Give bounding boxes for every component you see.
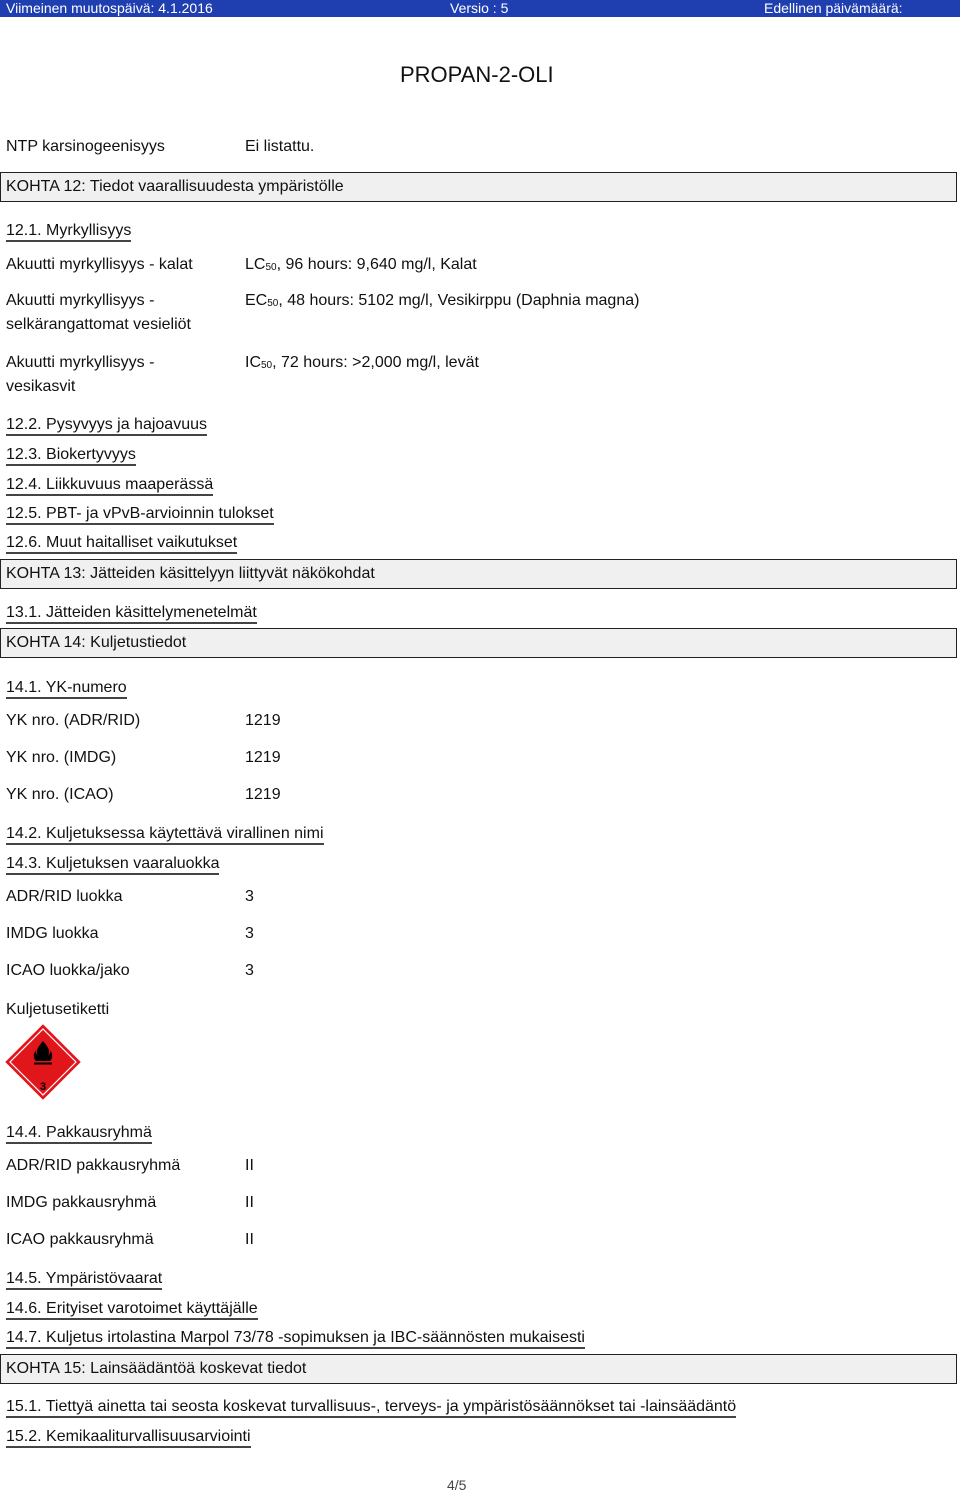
subsection-12-6: 12.6. Muut haitalliset vaikutukset — [6, 534, 237, 552]
class-row-label: ICAO luokka/jako — [6, 962, 130, 979]
pack-row-value: II — [245, 1231, 254, 1248]
document-title: PROPAN-2-OLI — [400, 62, 554, 87]
un-row-label: YK nro. (IMDG) — [6, 749, 117, 766]
subsection-12-2: 12.2. Pysyvyys ja hajoavuus — [6, 416, 207, 434]
pack-row-value: II — [245, 1157, 254, 1174]
tox-invert-label-1: Akuutti myrkyllisyys - — [6, 292, 155, 309]
subsection-12-5: 12.5. PBT- ja vPvB-arvioinnin tulokset — [6, 505, 274, 523]
tox-plant-value: $IC_{50}$, 72 hours: >2,000 mg/l, levät — [245, 354, 479, 371]
transport-label-title: Kuljetusetiketti — [6, 1001, 110, 1018]
un-row-label: YK nro. (ICAO) — [6, 786, 114, 803]
un-row-value: 1219 — [245, 749, 281, 766]
tox-fish-label: Akuutti myrkyllisyys - kalat — [6, 256, 193, 273]
section-13-header — [0, 559, 957, 589]
subsection-15-1: 15.1. Tiettyä ainetta tai seosta koskevat turvallisuus-, terveys- ja ympäristösäännökset tai -lainsäädäntö — [6, 1398, 736, 1416]
class-row-label: ADR/RID luokka — [6, 888, 123, 905]
pack-row-value: II — [245, 1194, 254, 1211]
section-14-header — [0, 628, 957, 658]
pack-row-label: IMDG pakkausryhmä — [6, 1194, 157, 1211]
subsection-14-5: 14.5. Ympäristövaarat — [6, 1270, 162, 1288]
subsection-15-2: 15.2. Kemikaaliturvallisuusarviointi — [6, 1428, 251, 1446]
section-13-title: KOHTA 13: Jätteiden käsittelyyn liittyvät näkökohdat — [6, 565, 375, 582]
hazard-class-number: 3 — [39, 1081, 47, 1093]
section-12-header — [0, 172, 957, 202]
version: Versio : 5 — [450, 0, 509, 16]
class-row-value: 3 — [245, 925, 254, 942]
last-modified-date: Viimeinen muutospäivä: 4.1.2016 — [6, 0, 213, 16]
pack-row-label: ICAO pakkausryhmä — [6, 1231, 154, 1248]
subsection-14-2: 14.2. Kuljetuksessa käytettävä virallinen nimi — [6, 825, 324, 843]
subsection-14-7: 14.7. Kuljetus irtolastina Marpol 73/78 -sopimuksen ja IBC-säännösten mukaisesti — [6, 1329, 585, 1347]
subsection-13-1: 13.1. Jätteiden käsittelymenetelmät — [6, 604, 257, 622]
tox-fish-value: $LC_{50}$, 96 hours: 9,640 mg/l, Kalat — [245, 256, 477, 273]
tox-invert-label-2: selkärangattomat vesieliöt — [6, 316, 191, 333]
document-header — [0, 0, 960, 33]
previous-date: Edellinen päivämäärä: 4.1.2016 — [764, 0, 903, 33]
subsection-12-4: 12.4. Liikkuvuus maaperässä — [6, 476, 213, 494]
class-row-value: 3 — [245, 888, 254, 905]
class-row-label: IMDG luokka — [6, 925, 99, 942]
un-row-value: 1219 — [245, 712, 281, 729]
ntp-value: Ei listattu. — [245, 138, 315, 155]
subsection-14-1: 14.1. YK-numero — [6, 679, 127, 697]
section-15-header — [0, 1354, 957, 1384]
subsection-12-3: 12.3. Biokertyvyys — [6, 446, 136, 464]
un-row-value: 1219 — [245, 786, 281, 803]
un-row-label: YK nro. (ADR/RID) — [6, 712, 141, 729]
subsection-14-6: 14.6. Erityiset varotoimet käyttäjälle — [6, 1300, 258, 1318]
subsection-12-1: 12.1. Myrkyllisyys — [6, 222, 131, 240]
flammable-liquid-diamond-icon — [5, 1024, 81, 1100]
section-14-title: KOHTA 14: Kuljetustiedot — [6, 634, 187, 651]
class-row-value: 3 — [245, 962, 254, 979]
tox-invert-value: $EC_{50}$, 48 hours: 5102 mg/l, Vesikirppu (Daphnia magna) — [245, 292, 640, 309]
pack-row-label: ADR/RID pakkausryhmä — [6, 1157, 181, 1174]
tox-plant-label-2: vesikasvit — [6, 378, 76, 395]
tox-plant-label-1: Akuutti myrkyllisyys - — [6, 354, 155, 371]
page-number: 4/5 — [447, 1477, 467, 1493]
section-15-title: KOHTA 15: Lainsäädäntöä koskevat tiedot — [6, 1360, 307, 1377]
ntp-label: NTP karsinogeenisyys — [6, 138, 165, 155]
subsection-14-3: 14.3. Kuljetuksen vaaraluokka — [6, 855, 219, 873]
subsection-14-4: 14.4. Pakkausryhmä — [6, 1124, 152, 1142]
section-12-title: KOHTA 12: Tiedot vaarallisuudesta ympäristölle — [6, 178, 344, 195]
